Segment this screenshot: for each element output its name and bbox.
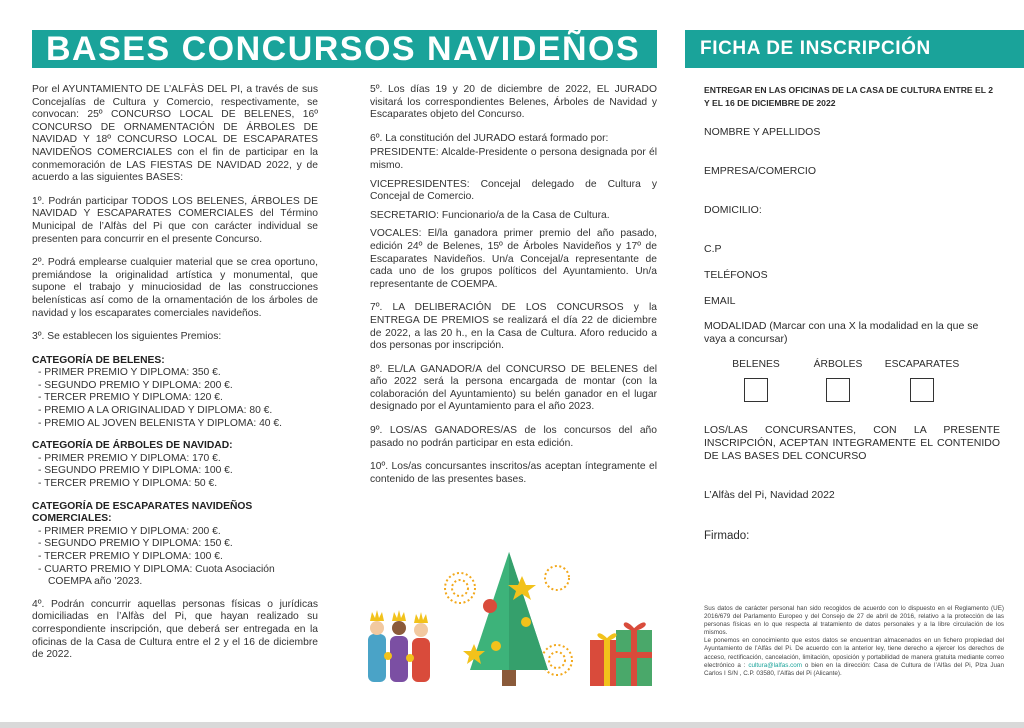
rule-9: 9º. LOS/AS GANADORES/AS de los concursos del año pasado no podrán participar en esta edición. (370, 425, 657, 449)
rule-7: 7º. LA DELIBERACIÓN DE LOS CONCURSOS y la ENTREGA DE PREMIOS se realizará el día 22 de diciembre de 2022, a las 20 h., en la Casa de Cultura. Aforo reducido a dos personas por inscripción. (370, 302, 657, 352)
prize-item: - PREMIO A LA ORIGINALIDAD Y DIPLOMA: 80 €. (32, 405, 318, 418)
christmas-tree-icon (463, 552, 548, 686)
main-title: BASES CONCURSOS NAVIDEÑOS (46, 29, 641, 68)
legal-text-1: Sus datos de carácter personal han sido recogidos de acuerdo con lo dispuesto en el Reglamento (UE) 2016/679 del Parlamento Europeo y del Consejo de 27 de abril de 2016, relativo a la protección de las personas físicas en lo que respecta al tratamiento de datos personales y a la libre circulación de los mismos. (704, 605, 1004, 637)
option-escaparates-label: ESCAPARATES (884, 359, 960, 370)
jury-vicepresidents: VICEPRESIDENTES: Concejal delegado de Cultura y Concejal de Comercio. (370, 178, 657, 203)
address-field[interactable] (704, 204, 762, 216)
acceptance-text: LOS/LAS CONCURSANTES, CON LA PRESENTE INSCRIPCIÓN, ACEPTAN INTEGRAMENTE EL CONTENIDO DE LAS BASES DEL CONCURSO (704, 424, 1000, 462)
prize-item: - TERCER PREMIO Y DIPLOMA: 100 €. (32, 551, 318, 564)
prize-list-belenes (32, 367, 318, 430)
option-escaparates[interactable] (882, 359, 962, 402)
email-field[interactable] (704, 295, 736, 307)
rule-3: 3º. Se establecen los siguientes Premios: (32, 331, 222, 343)
rules-column-1 (32, 84, 318, 673)
christmas-illustration (362, 548, 662, 692)
legal-text-3: o bien en la dirección: Casa de Cultura de l’Alfàs del Pi, Plza Juan Carlos I S/N , C.P. 03580, l’Alfàs del Pi (Alicante). (704, 661, 1005, 677)
modalidad-instructions (704, 320, 1000, 346)
form-title: FICHA DE INSCRIPCIÓN (700, 38, 931, 59)
jury-president: PRESIDENTE: Alcalde-Presidente o persona designada por él mismo. (370, 147, 657, 171)
prize-list-arboles (32, 453, 318, 491)
rule-10: 10º. Los/as concursantes inscritos/as aceptan íntegramente el contenido de las presentes bases. (370, 461, 657, 485)
jury-secretary: SECRETARIO: Funcionario/a de la Casa de Cultura. (370, 209, 610, 221)
category-title-arboles: CATEGORÍA DE ÁRBOLES DE NAVIDAD: (32, 440, 233, 452)
option-belenes-label: BELENES (732, 359, 780, 370)
checkbox-belenes[interactable] (744, 378, 768, 402)
intro-paragraph: Por el AYUNTAMIENTO DE L’ALFÀS DEL PI, a través de sus Concejalías de Cultura y Comercio, respectivamente, se convocan: 25º CONCURSO LOCAL DE BELENES, 16º CONCURSO DE ORNAMENTACIÓN DE ÁRBOLES DE NAVIDAD Y 18º CONCURSO LOCAL DE ESCAPARATES NAVIDEÑOS COMERCIALES con el fin de participar en la conmemoración de LAS FIESTAS DE NAVIDAD 2022, y de acuerdo a las siguientes BASES: (32, 84, 318, 184)
phones-field[interactable] (704, 269, 768, 281)
jury-members: VOCALES: El/la ganadora primer premio del año pasado, edición 24º de Belenes, 15º de Árboles Navideños y 17º de Escaparates Navideños. Un/a Concejal/a representante de cada uno de los grupos políticos del Ayuntamiento. Un/a representante de COEMPA. (370, 228, 657, 290)
postal-code-field[interactable] (704, 243, 722, 255)
rule-4: 4º. Podrán concurrir aquellas personas físicas o jurídicas domiciliadas en l’Alfàs del Pi, que hayan realizado su correspondiente inscripción, que deberá ser entregada en la oficinas de la Casa de Cultura entre el 2 y el 16 de diciembre de 2022. (32, 598, 318, 661)
prize-item: - PRIMER PREMIO Y DIPLOMA: 200 €. (32, 526, 318, 539)
legal-notice (704, 605, 1004, 678)
name-label: NOMBRE Y APELLIDOS (704, 126, 821, 138)
phones-label: TELÉFONOS (704, 269, 768, 281)
prize-item: - CUARTO PREMIO Y DIPLOMA: Cuota Asociación COEMPA año ’2023. (32, 564, 318, 589)
category-title-belenes: CATEGORÍA DE BELENES: (32, 354, 165, 366)
gift-boxes-icon (590, 624, 652, 686)
rule-2: 2º. Podrá emplearse cualquier material que se crea oportuno, premiándose la originalidad artística y monumental, que supone el trabajo y minuciosidad de las construcciones belenísticas así como de la ornamentación de los árboles de navidad y los escaparates comerciales navideños. (32, 257, 318, 319)
rule-6: 6º. La constitución del JURADO estará formado por: (370, 132, 609, 144)
option-arboles[interactable] (798, 359, 878, 402)
prize-item: - TERCER PREMIO Y DIPLOMA: 120 €. (32, 392, 318, 405)
three-kings-icon (368, 610, 430, 682)
name-field[interactable] (704, 126, 820, 138)
form-title-banner (685, 30, 1024, 68)
delivery-instructions: ENTREGAR EN LAS OFICINAS DE LA CASA DE CULTURA ENTRE EL 2 Y EL 16 DE DICIEMBRE DE 2022 (704, 85, 994, 108)
registration-form (704, 84, 1005, 704)
legal-text-2: Le ponemos en conocimiento que estos datos se encuentran almacenados en un fichero propiedad del Ayuntamiento de l’Alfàs del Pi. De acuerdo con la anterior ley, tiene derecho a ejercer los derechos de acceso, rectificación, cancelación, limitación, oposición y portabilidad de manera gratuita mediante correo electrónico a : (704, 637, 1004, 669)
legal-email-link[interactable]: cultura@lalfas.com (748, 661, 802, 669)
email-label: EMAIL (704, 295, 736, 307)
option-belenes[interactable] (716, 359, 796, 402)
signature-field[interactable]: Firmado: (704, 530, 750, 542)
prize-list-escaparates (32, 526, 318, 589)
company-label: EMPRESA/COMERCIO (704, 165, 817, 177)
prize-item: - PRIMER PREMIO Y DIPLOMA: 350 €. (32, 367, 318, 380)
prize-item: - PREMIO AL JOVEN BELENISTA Y DIPLOMA: 40 €. (32, 418, 318, 431)
prize-item: - TERCER PREMIO Y DIPLOMA: 50 €. (32, 478, 318, 491)
option-arboles-label: ÁRBOLES (813, 359, 863, 370)
checkbox-arboles[interactable] (826, 378, 850, 402)
checkbox-escaparates[interactable] (910, 378, 934, 402)
company-field[interactable] (704, 165, 816, 177)
main-title-banner (32, 30, 657, 68)
modalidad-label: MODALIDAD (704, 320, 767, 332)
category-title-escaparates: CATEGORÍA DE ESCAPARATES NAVIDEÑOS COMERCIALES: (32, 500, 253, 525)
bottom-edge (0, 722, 1024, 728)
rules-column-2 (370, 84, 657, 497)
rule-5: 5º. Los días 19 y 20 de diciembre de 2022, EL JURADO visitará los correspondientes Belenes, Árboles de Navidad y Escaparates objeto del Concurso. (370, 84, 657, 121)
prize-item: - PRIMER PREMIO Y DIPLOMA: 170 €. (32, 453, 318, 466)
prize-item: - SEGUNDO PREMIO Y DIPLOMA: 150 €. (32, 538, 318, 551)
address-label: DOMICILIO: (704, 204, 762, 216)
prize-item: - SEGUNDO PREMIO Y DIPLOMA: 200 €. (32, 380, 318, 393)
prize-item: - SEGUNDO PREMIO Y DIPLOMA: 100 €. (32, 465, 318, 478)
place-date: L’Alfàs del Pi, Navidad 2022 (704, 489, 835, 501)
postal-code-label: C.P (704, 243, 722, 255)
modalidad-hint: (Marcar con una X la modalidad en la que se vaya a concursar) (704, 320, 979, 345)
rule-1: 1º. Podrán participar TODOS LOS BELENES, ÁRBOLES DE NAVIDAD Y ESCAPARATES COMERCIALES del Término Municipal de l’Alfàs del Pi que con carácter individual se presenten para concurrir en el presente Concurso. (32, 195, 318, 245)
rule-8: 8º. EL/LA GANADOR/A del CONCURSO DE BELENES del año 2022 será la persona encargada de montar (con la colaboración del Ayuntamiento) su belén ganador en el lugar designado por el Ayuntamiento para el año 2023. (370, 363, 657, 413)
